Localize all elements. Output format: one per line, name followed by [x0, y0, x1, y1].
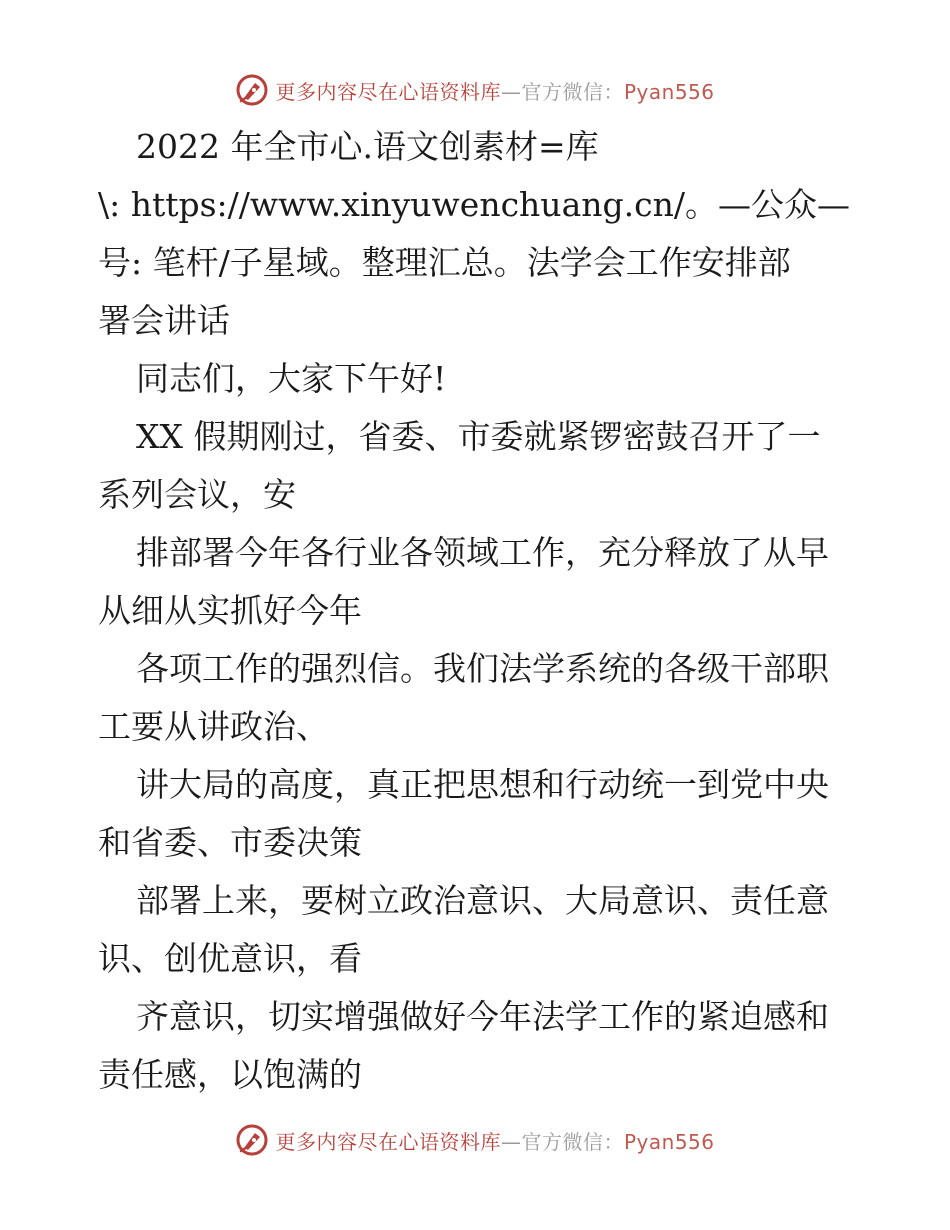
banner-text [275, 1126, 714, 1155]
doc-line: 各项工作的强烈信。我们法学系统的各级干部职 [136, 649, 829, 688]
doc-line: \: https://www.xinyuwenchuang.cn/。—公众— [98, 185, 850, 224]
doc-line: 从细从实抓好今年 [98, 591, 362, 630]
doc-line: 责任感，以饱满的 [98, 1055, 362, 1094]
banner-wechat-handle: Pyan556 [623, 79, 715, 104]
doc-line: 同志们，大家下午好! [136, 359, 447, 398]
doc-line: 齐意识，切实增强做好今年法学工作的紧迫感和 [136, 997, 829, 1036]
doc-line: 识、创优意识，看 [98, 939, 362, 978]
doc-line: 讲大局的高度，真正把思想和行动统一到党中央 [136, 765, 829, 804]
banner-title: 更多内容尽在心语资料库 [275, 1129, 501, 1154]
doc-line: 署会讲话 [98, 301, 230, 340]
banner-wechat-handle: Pyan556 [623, 1129, 715, 1154]
pen-nib-logo-icon [235, 1123, 269, 1157]
banner-text [275, 76, 714, 105]
doc-line: 和省委、市委决策 [98, 823, 362, 862]
doc-line: 系列会议，安 [98, 475, 296, 514]
doc-line: 排部署今年各行业各领域工作，充分释放了从早 [136, 533, 829, 572]
doc-line: 部署上来，要树立政治意识、大局意识、责任意 [136, 881, 829, 920]
doc-line: 工要从讲政治、 [98, 707, 329, 746]
banner-separator: —官方微信： [500, 1129, 624, 1154]
banner-separator: —官方微信： [500, 79, 624, 104]
banner-title: 更多内容尽在心语资料库 [275, 79, 501, 104]
doc-line: XX 假期刚过，省委、市委就紧锣密鼓召开了一 [136, 417, 821, 456]
pen-nib-logo-icon [235, 73, 269, 107]
doc-line: 2022 年全市心.语文创素材=库 [136, 127, 599, 166]
header-banner [0, 70, 950, 110]
document-body [98, 118, 858, 1104]
doc-line: 号: 笔杆/子星域。整理汇总。法学会工作安排部 [98, 243, 791, 282]
footer-banner [0, 1120, 950, 1160]
